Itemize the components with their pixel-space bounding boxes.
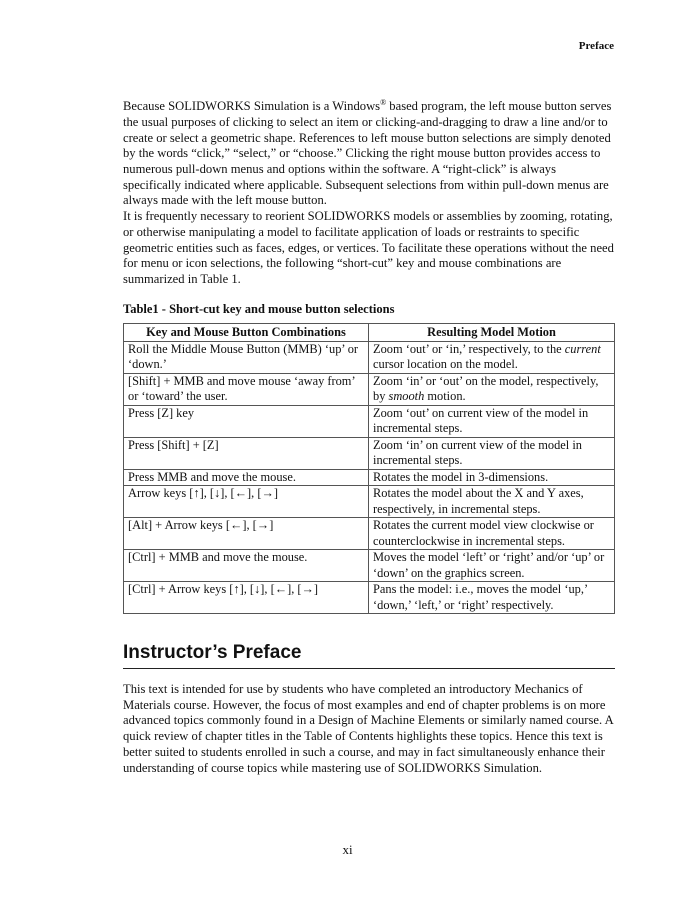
table-row — [124, 550, 615, 582]
keys-cell: [Ctrl] + Arrow keys [↑], [↓], [←], [→] — [124, 582, 369, 614]
keys-cell: [Shift] + MMB and move mouse ‘away from’ or ‘toward’ the user. — [124, 373, 369, 405]
header-keys: Key and Mouse Button Combinations — [124, 324, 369, 342]
table-header-row — [124, 324, 615, 342]
shortcut-table — [123, 323, 615, 614]
keys-cell: Arrow keys [↑], [↓], [←], [→] — [124, 486, 369, 518]
page-number: xi — [342, 842, 353, 857]
motion-cell: Zoom ‘in’ on current view of the model in incremental steps. — [369, 437, 615, 469]
intro-sentence-1b: based program, the left mouse button serves the usual purposes of clicking to select an item or clicking-and-dragging to draw a line and/or to create or select a geometric shape. References to left mouse button selections are simply denoted by the words “click,” “select,” or “choose.” Clicking the right mouse button provides access to numerous pull-down menus and options within the software. A “right-click” is always specifically indicated where applicable. Subsequent selections from within pull-down menus are always made with the left mouse button. — [123, 99, 612, 208]
instructor-paragraph: This text is intended for use by students who have completed an introductory Mechanics of Materials course. However, the focus of most examples and end of chapter problems is on more advanced topics commonly found in a Design of Machine Elements or similarly named course. A quick review of chapter titles in the Table of Contents highlights these topics. Hence this text is better suited to students enrolled in such a course, and may in fact simultaneously enhance their understanding of course topics while mastering use of SOLIDWORKS Simulation. — [123, 682, 613, 775]
section-heading: Instructor’s Preface — [123, 642, 615, 669]
intro-sentence-1a: Because SOLIDWORKS Simulation is a Windows — [123, 99, 381, 114]
keys-cell: Press MMB and move the mouse. — [124, 469, 369, 486]
table-row — [124, 582, 615, 614]
motion-cell: Rotates the model about the X and Y axes, respectively, in incremental steps. — [369, 486, 615, 518]
running-header: Preface — [578, 40, 614, 52]
intro-sentence-2: It is frequently necessary to reorient SOLIDWORKS models or assemblies by zooming, rotating, or otherwise manipulating a model to facilitate application of loads or restraints to specific geometric entities such as faces, edges, or vertices. To facilitate these operations without the need for menu or icon selections, the following “short-cut” key and mouse combinations are summarized in Table 1. — [123, 209, 614, 286]
motion-cell: Pans the model: i.e., moves the model ‘up,’ ‘down,’ ‘left,’ or ‘right’ respectively. — [369, 582, 615, 614]
intro-paragraph — [123, 95, 615, 288]
keys-cell: Press [Z] key — [124, 405, 369, 437]
registered-mark: ® — [380, 98, 387, 107]
table-row — [124, 518, 615, 550]
keys-cell: Roll the Middle Mouse Button (MMB) ‘up’ or ‘down.’ — [124, 341, 369, 373]
motion-cell: Moves the model ‘left’ or ‘right’ and/or ‘up’ or ‘down’ on the graphics screen. — [369, 550, 615, 582]
keys-cell: [Ctrl] + MMB and move the mouse. — [124, 550, 369, 582]
table-caption: Table1 - Short-cut key and mouse button selections — [123, 302, 395, 316]
table-row — [124, 437, 615, 469]
table-row — [124, 341, 615, 373]
motion-cell: Rotates the current model view clockwise or counterclockwise in incremental steps. — [369, 518, 615, 550]
table-row — [124, 405, 615, 437]
header-motion: Resulting Model Motion — [369, 324, 615, 342]
table-row — [124, 373, 615, 405]
motion-cell: Rotates the model in 3-dimensions. — [369, 469, 615, 486]
motion-cell: Zoom ‘out’ on current view of the model in incremental steps. — [369, 405, 615, 437]
motion-cell: Zoom ‘out’ or ‘in,’ respectively, to the current cursor location on the model. — [369, 341, 615, 373]
keys-cell: [Alt] + Arrow keys [←], [→] — [124, 518, 369, 550]
table-row — [124, 486, 615, 518]
keys-cell: Press [Shift] + [Z] — [124, 437, 369, 469]
table-row — [124, 469, 615, 486]
motion-cell: Zoom ‘in’ or ‘out’ on the model, respectively, by smooth motion. — [369, 373, 615, 405]
table-body — [124, 341, 615, 614]
